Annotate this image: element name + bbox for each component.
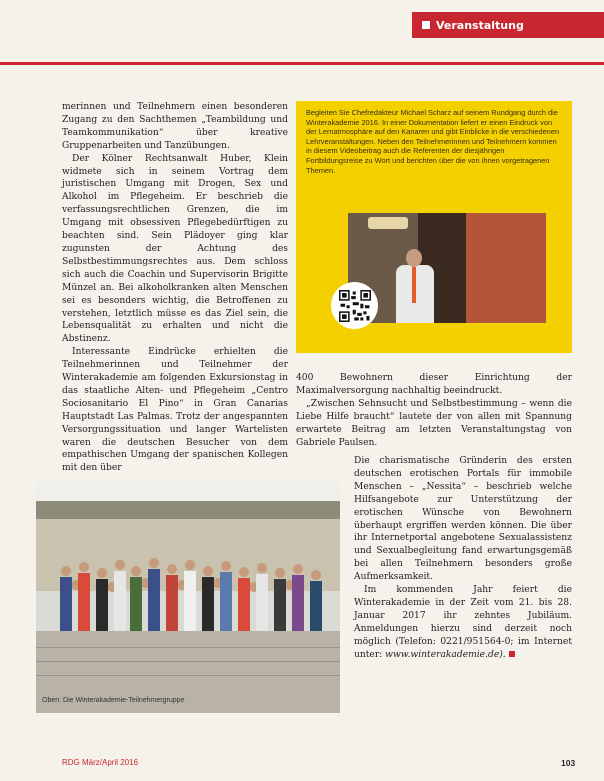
- article-column-right: [296, 372, 572, 449]
- infobox-text: Begleiten Sie Chefredakteur Michael Scharz auf seinem Rundgang durch die Winterakademie 2016. In einer Dokumentation liefert er einen Eindruck von der Lernatmosphäre auf den Kanaren und gibt Einblicke in die verschiedenen Lehrveranstaltungen. Neben den Teilnehmerinnen und Teilnehmern kommen in diesem Videobeitrag auch die Referenten der diesjährigen Fortbildungsreise zu Wort und berichten über die von ihnen vorgetragenen Themen.: [306, 108, 560, 175]
- section-square-icon: [422, 21, 430, 29]
- end-mark-icon: [509, 651, 515, 657]
- paragraph-text: Im kommenden Jahr feiert die Winterakademie in der Zeit vom 21. bis 28. Januar 2017 ihr zehntes Jubiläum. Anmeldungen hierzu sind derzeit noch möglich (Telefon: 0221/951564-0; im Internet unter:: [354, 585, 572, 660]
- qr-code-graphic: [339, 290, 371, 322]
- paragraph: Die charismatische Gründerin des ersten deutschen erotischen Portals für immobile Menschen – „Nessita“ – beschrieb welche Hilfsangebote zur Unterstützung der erotischen Wünsche von Bewohnern überhaupt ergriffen werden können. Die über ihr Internetportal angebotene Sexualassistenz und Sexualbegleitung fand erwartungsgemäß bei allen Teilnehmern besonders große Aufmerksamkeit.: [354, 456, 572, 583]
- photo-caption: Oben: Die Winterakademie-Teilnehmergruppe: [42, 696, 185, 704]
- website-link[interactable]: www.winterakademie.de).: [385, 649, 506, 660]
- paragraph: Interessante Eindrücke erhielten die Teilnehmerinnen und Teilnehmer der Winterakademie am folgenden Exkursionstag in das staatliche Alten- und Pflegeheim „Centro Sociosanitario El Pino“ in Gran Canarias Hauptstadt Las Palmas. Trotz der angespannten Versorgungssituation und langer Wartelisten waren die deutschen Besucher von dem empathischen Umgang der spanischen Kollegen mit den über: [62, 347, 288, 474]
- paragraph: 400 Bewohnern dieser Einrichtung der Maximalversorgung nachhaltig beeindruckt.: [296, 373, 572, 396]
- paragraph: merinnen und Teilnehmern einen besonderen Zugang zu den Sachthemen „Teambildung und Teamkommunikation“ über kreative Gruppenarbeiten und Tanzübungen.: [62, 102, 288, 151]
- qr-code-icon[interactable]: [331, 282, 378, 329]
- header-rule: [0, 62, 604, 65]
- article-column-left: [62, 101, 288, 475]
- group-photo: [36, 481, 340, 713]
- article-column-right-narrow: [354, 455, 572, 662]
- paragraph: Der Kölner Rechtsanwalt Huber, Klein widmete sich in seinem Vortrag dem juristischen Umgang mit Drogen, Sex und Alkohol im Pflegeheim. Er beschrieb die verfassungsrechtlichen Grenzen, die im Umgang mit obsessiven Pflegebedürftigen zu beachten sind. Sein Plädoyer ging klar zugunsten der Achtung des Selbstbestimmungsrechtes aus. Dem schloss sich auch die Coachin und Supervisorin Brigitte Münzel an. Bei alkoholkranken alten Menschen sei es besonders wichtig, die Betroffenen zu verstehen, letztlich müsse es das Ziel sein, die Lebensqualität zu erhalten und nicht die Abstinenz.: [62, 153, 288, 345]
- section-tab: [412, 12, 604, 38]
- paragraph: [354, 584, 572, 661]
- magazine-issue: RDG März/April 2016: [62, 758, 139, 767]
- page-number: 103: [561, 758, 576, 768]
- paragraph: „Zwischen Sehnsucht und Selbstbestimmung – wenn die Liebe Hilfe braucht“ lautete der von allen mit Spannung erwartete Beitrag am letzten Veranstaltungstag von Gabriele Paulsen.: [296, 398, 572, 448]
- section-label: Veranstaltung: [436, 18, 524, 32]
